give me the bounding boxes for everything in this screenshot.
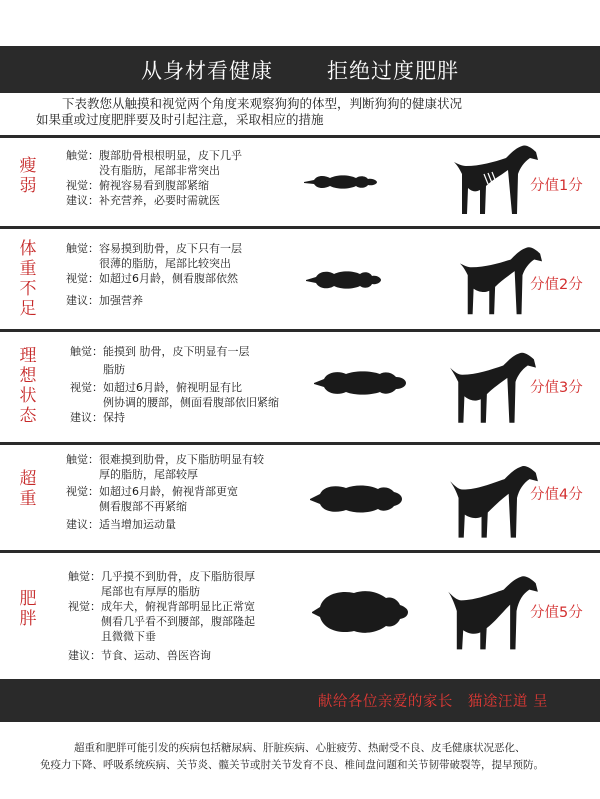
footnote	[0, 740, 600, 774]
row-description: 触觉：腹部肋骨根根明显，皮下几乎 没有脂肪，尾部非常突出 视觉：俯视容易看到腹部紧缩 建议：补充营养，必要时需就医	[66, 149, 242, 207]
row-description: 触觉：容易摸到肋骨，皮下只有一层 很薄的脂肪，尾部比较突出 视觉：如超过6月龄，侧看腹部依然 建议：加强营养	[66, 242, 242, 307]
header-title-left: 从身材看健康	[141, 58, 273, 83]
category-label: 超重	[19, 469, 37, 509]
row-overweight	[0, 445, 600, 550]
footnote-line-2: 免疫力下降、呼吸系统疾病、关节炎、髋关节或肘关节发育不良、椎间盘问题和关节韧带破裂等，提早预防。	[40, 759, 544, 771]
intro-line-1: 下表教您从触摸和视觉两个角度来观察狗狗的体型，判断狗狗的健康状况	[62, 96, 463, 111]
dog-top-view-icon	[306, 481, 406, 517]
dog-top-view-icon	[310, 366, 410, 400]
dog-top-view-icon	[308, 587, 412, 637]
header-title-right: 拒绝过度肥胖	[327, 58, 459, 83]
row-obese	[0, 553, 600, 679]
top-strip	[0, 0, 600, 46]
row-description: 触觉：很难摸到肋骨，皮下脂肪明显有较 厚的脂肪，尾部较厚 视觉：如超过6月龄，俯视背部更宽 侧看腹部不再紧缩 建议：适当增加运动量	[66, 453, 264, 531]
row-ideal	[0, 332, 600, 442]
intro-text	[0, 96, 600, 128]
row-description: 触觉：几乎摸不到肋骨，皮下脂肪很厚 尾部也有厚厚的脂肪 视觉：成年犬，俯视背部明显比正常宽 侧看几乎看不到腰部，腹部隆起 且微微下垂 建议：节食、运动、兽医咨询	[68, 570, 255, 662]
dog-top-view-icon	[300, 168, 380, 196]
dog-side-silhouette-icon	[450, 140, 540, 218]
score-label: 分值3分	[530, 380, 583, 396]
score-label: 分值2分	[530, 277, 583, 293]
dog-top-view-icon	[302, 265, 384, 295]
dog-side-silhouette-icon	[446, 342, 538, 430]
row-underweight	[0, 229, 600, 329]
score-label: 分值5分	[530, 605, 583, 621]
category-label: 肥胖	[19, 589, 37, 629]
category-label: 体重不足	[19, 239, 37, 319]
intro-line-2: 如果重或过度肥胖要及时引起注意，采取相应的措施	[36, 112, 324, 127]
score-label: 分值4分	[530, 487, 583, 503]
dog-side-silhouette-icon	[446, 457, 540, 543]
category-label: 理想状态	[19, 346, 37, 426]
dedication-text: 献给各位亲爱的家长 猫途汪道 呈	[317, 694, 548, 710]
row-description: 触觉：能摸到 肋骨，皮下明显有一层 脂肪 视觉：如超过6月龄，俯视明显有比 例协调的腰部，侧面看腹部依旧紧缩 建议：保持	[70, 345, 279, 424]
dedication-band	[0, 679, 600, 722]
dog-side-silhouette-icon	[444, 565, 540, 657]
category-label: 瘦弱	[19, 156, 37, 196]
score-label: 分值1分	[530, 178, 583, 194]
footnote-line-1: 超重和肥胖可能引发的疾病包括糖尿病、肝脏疾病、心脏疲劳、热耐受不良、皮毛健康状况恶化、	[74, 742, 526, 754]
row-thin	[0, 138, 600, 226]
header-banner	[0, 46, 600, 93]
